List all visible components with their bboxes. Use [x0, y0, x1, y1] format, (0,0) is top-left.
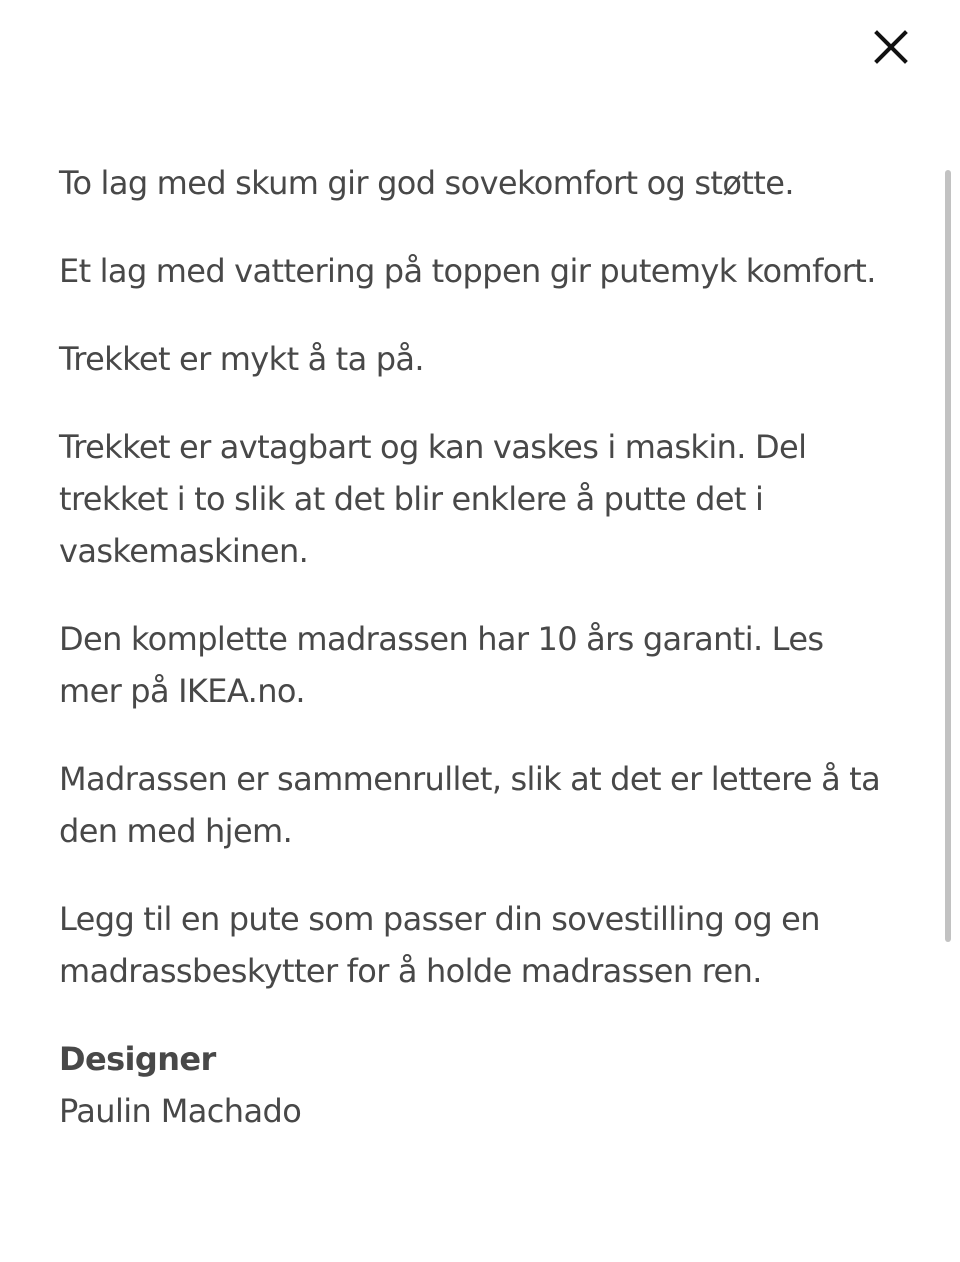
close-icon [874, 30, 908, 64]
description-paragraph: Madrassen er sammenrullet, slik at det er lettere å ta den med hjem. [59, 760, 881, 850]
scrollbar[interactable] [942, 166, 954, 946]
description-paragraph: Legg til en pute som passer din sovestilling og en madrassbeskytter for å holde madrassen ren. [59, 900, 820, 990]
scrollbar-thumb[interactable] [945, 170, 951, 942]
description-scroll-area[interactable] [0, 140, 940, 1262]
designer-heading: Designer [59, 1040, 216, 1078]
description-paragraph: To lag med skum gir god sovekomfort og støtte. [59, 164, 794, 202]
close-button[interactable] [868, 24, 914, 70]
description-paragraph: Et lag med vattering på toppen gir putemyk komfort. [59, 252, 876, 290]
description-paragraph: Den komplette madrassen har 10 års garanti. Les mer på IKEA.no. [59, 620, 824, 710]
product-description [59, 157, 889, 1137]
description-paragraph: Trekket er avtagbart og kan vaskes i maskin. Del trekket i to slik at det blir enklere å putte det i vaskemaskinen. [59, 428, 807, 570]
description-paragraph: Trekket er mykt å ta på. [59, 340, 424, 378]
designer-name: Paulin Machado [59, 1092, 302, 1130]
